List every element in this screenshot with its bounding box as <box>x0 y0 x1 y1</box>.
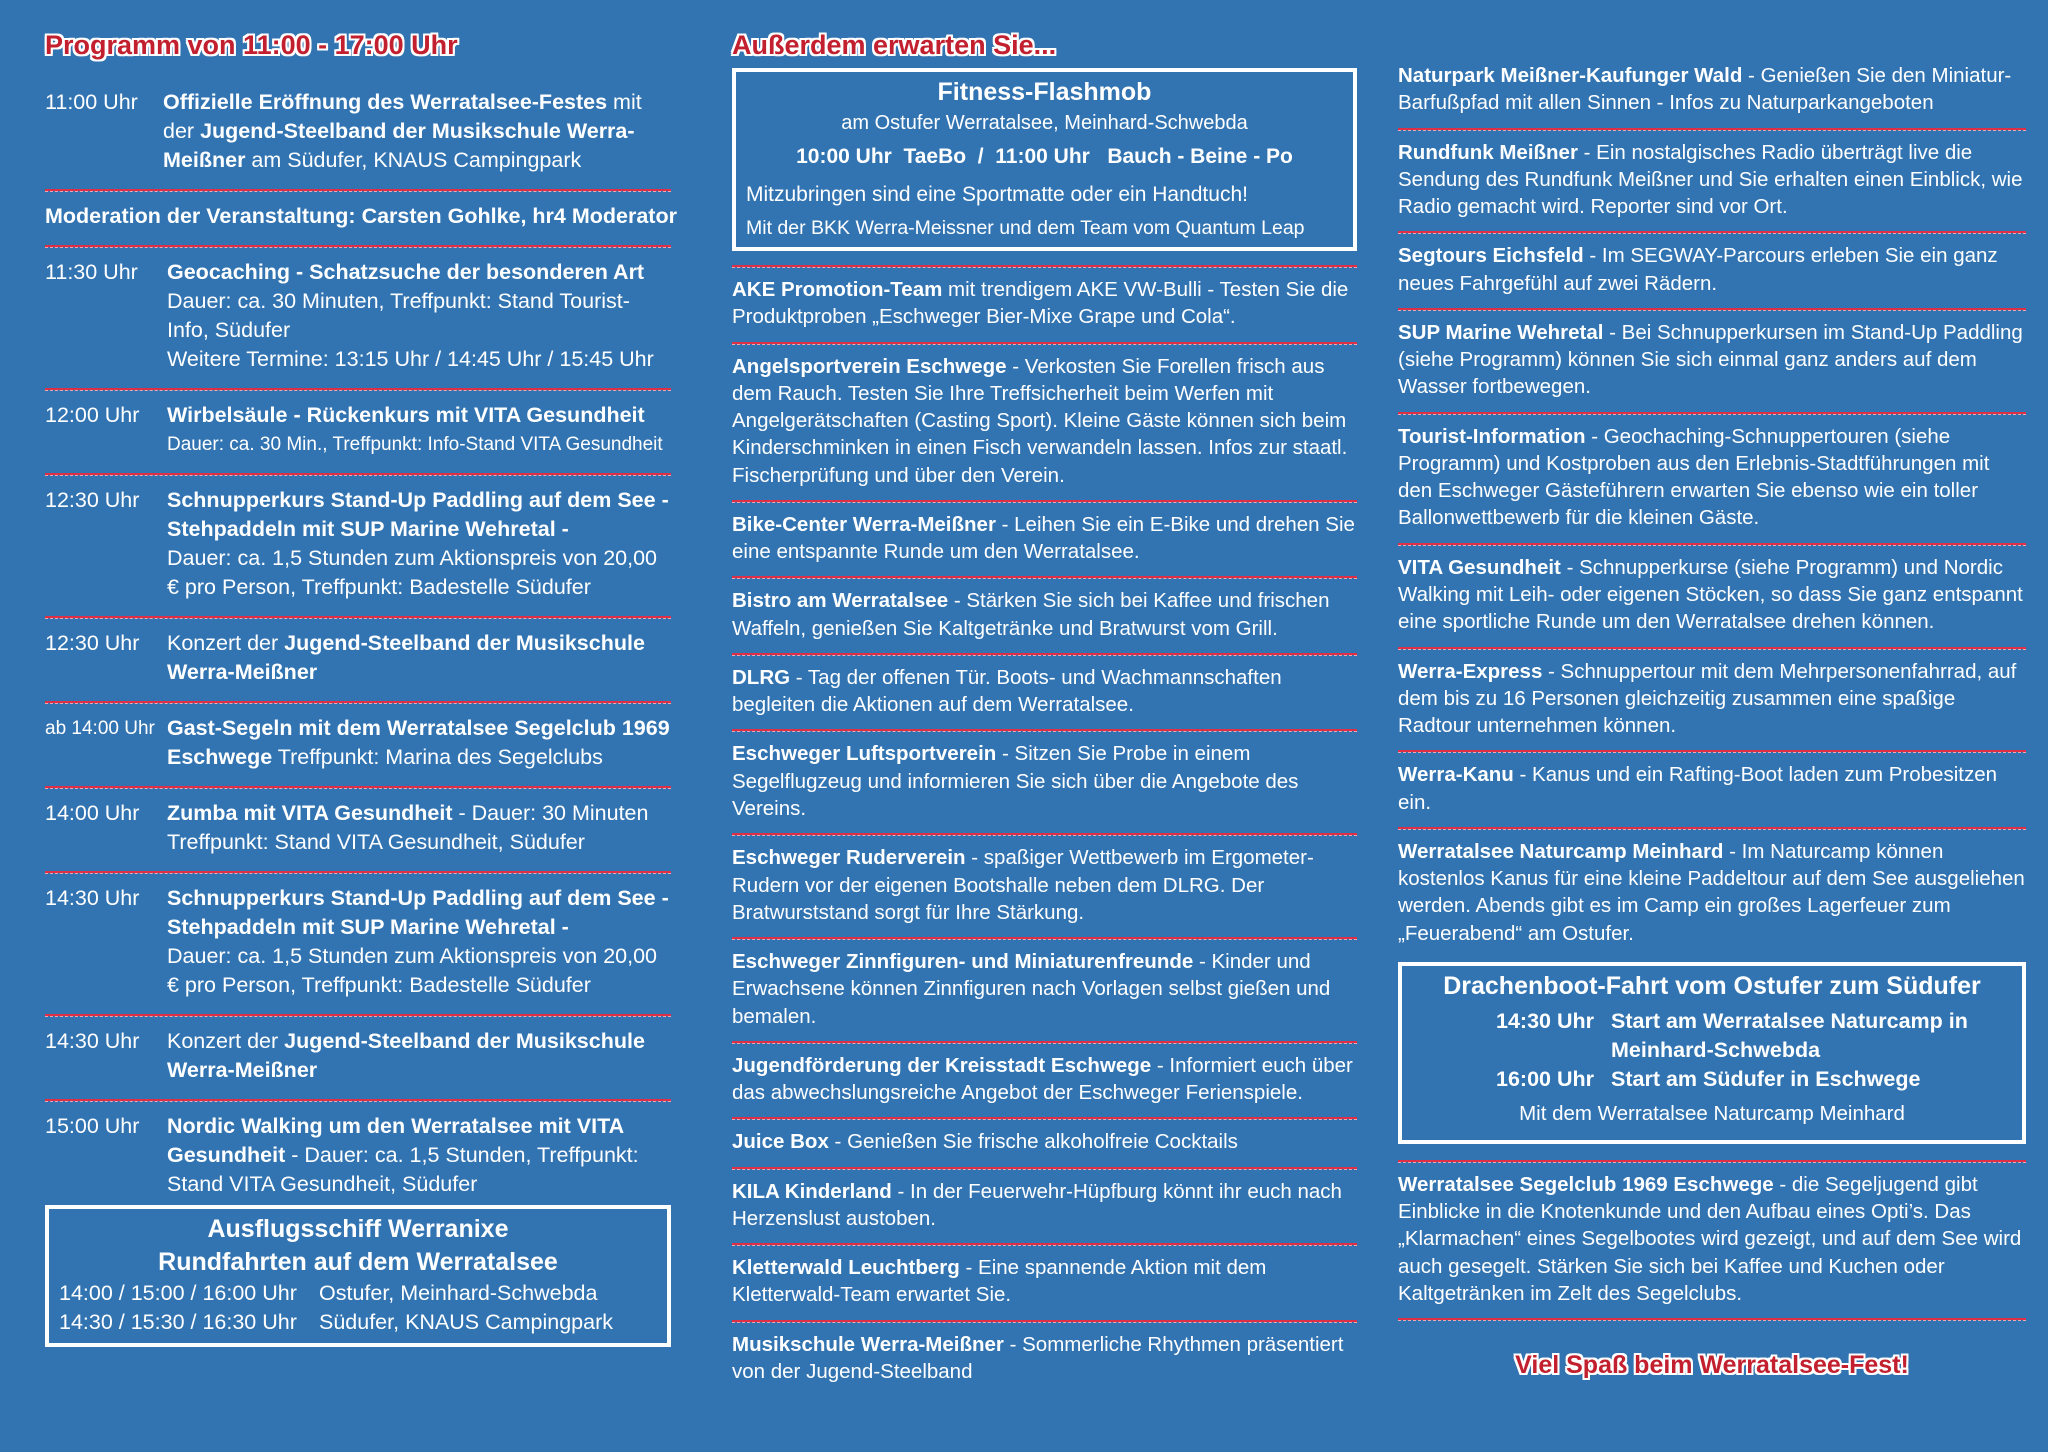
event-title: Gast-Segeln mit dem Werratalsee Segelclub 1969 Eschwege <box>167 716 670 769</box>
extras-column <box>732 0 1357 1396</box>
dragonboat-time: 14:30 Uhr <box>1496 1008 1594 1033</box>
extras-heading: Außerdem erwarten Sie... <box>732 30 1057 60</box>
entry-text: - Im Naturcamp können kostenlos Kanus für eine kleine Paddeltour auf dem See ausgeliehen werden. Abends gibt es im Camp ein großes Lagerfeuer zum „Feuerabend“ am Ostufer. <box>1398 839 2025 945</box>
entry-text: - Informiert euch über das abwechslungsreiche Angebot der Eschweger Ferienspiele. <box>732 1053 1353 1105</box>
event-text: Konzert der <box>167 631 285 655</box>
extras-entry <box>732 1044 1357 1118</box>
entry-title: AKE Promotion-Team <box>732 278 943 301</box>
program-heading: Programm von 11:00 - 17:00 Uhr <box>45 30 458 60</box>
extras-entry <box>732 1170 1357 1244</box>
entry-text: - Ein nostalgisches Radio überträgt live die Sendung des Rundfunk Meißner und Sie erhalten einen Einblick, wie Radio gemacht wird. Reporter sind vor Ort. <box>1398 140 2023 219</box>
entry-text: - Tag der offenen Tür. Boots- und Wachmannschaften begleiten die Aktionen auf dem Werratalsee. <box>732 665 1282 717</box>
entry-text: - Kanus und ein Rafting-Boot laden zum Probesitzen ein. <box>1398 763 1997 814</box>
extras-entry <box>1398 546 2026 647</box>
extras-entry <box>732 836 1357 937</box>
segelclub-entry <box>1398 1163 2026 1318</box>
entry-title: Werra-Express <box>1398 659 1543 683</box>
extras-column-right <box>1398 0 2026 1380</box>
entry-title: Eschweger Zinnfiguren- und Miniaturenfreunde <box>732 950 1194 974</box>
entry-title: Eschweger Ruderverein <box>732 846 966 870</box>
boat-tour-place: Südufer, KNAUS Campingpark <box>319 1310 613 1334</box>
flashmob-note: Mitzubringen sind eine Sportmatte oder ein Handtuch! <box>746 183 1248 206</box>
program-item-konzert-1 <box>45 619 671 701</box>
program-time: 12:30 Uhr <box>45 631 140 655</box>
flashmob-partner: Mit der BKK Werra-Meissner und dem Team vom Quantum Leap <box>746 217 1305 239</box>
extras-entry <box>732 1246 1357 1320</box>
entry-text: - Kinder und Erwachsene können Zinnfiguren nach Vorlagen selbst gießen und bemalen. <box>732 950 1331 1028</box>
program-time: 11:30 Uhr <box>45 260 138 284</box>
entry-title: Eschweger Luftsportverein <box>732 742 997 766</box>
extras-entry <box>732 345 1357 500</box>
entry-text: - spaßiger Wettbewerb im Ergometer-Rudern vor der eigenen Bootshalle neben dem DLRG. Der Bratwurststand sorgt für Ihre Stärkung. <box>732 846 1314 924</box>
entry-title: Angelsportverein Eschwege <box>732 354 1007 378</box>
entry-text: - Sommerliche Rhythmen präsentiert von der Jugend-Steelband <box>732 1332 1344 1383</box>
event-title: Jugend-Steelband der Musikschule Werra-Meißner <box>163 119 635 172</box>
entry-text: - Sitzen Sie Probe in einem Segelflugzeug und informieren Sie sich über die Angebote des Vereins. <box>732 742 1299 820</box>
entry-text: mit trendigem AKE VW-Bulli - Testen Sie die Produktproben „Eschweger Bier-Mixe Grape und Cola“. <box>732 278 1349 329</box>
extras-entry <box>732 656 1357 730</box>
program-time: ab 14:00 Uhr <box>45 718 155 739</box>
entry-title: Juice Box <box>732 1130 829 1154</box>
extras-list <box>732 268 1357 1396</box>
program-item-sup-1 <box>45 476 671 616</box>
boat-tour-times: 14:00 / 15:00 / 16:00 Uhr <box>59 1281 297 1305</box>
entry-title: Rundfunk Meißner <box>1398 140 1578 164</box>
program-time: 14:30 Uhr <box>45 1029 140 1053</box>
event-title: Zumba mit VITA Gesundheit <box>167 801 453 825</box>
extras-entry <box>1398 415 2026 543</box>
entry-text: - Geochaching-Schnuppertouren (siehe Programm) und Kostproben aus den Erlebnis-Stadtführungen mit den Eschweger Gästeführern erwarten Sie ebenso wie ein toller Ballonwettbewerb für die kleinen Gäste. <box>1398 424 1990 530</box>
program-time: 14:30 Uhr <box>45 886 140 910</box>
program-item-zumba <box>45 789 671 871</box>
boat-tour-place: Ostufer, Meinhard-Schwebda <box>319 1281 598 1305</box>
program-time: 11:00 Uhr <box>45 90 138 114</box>
entry-title: Werra-Kanu <box>1398 763 1514 787</box>
flashmob-times: 10:00 Uhr TaeBo / 11:00 Uhr Bauch - Beine - Po <box>796 145 1293 168</box>
event-text: am Südufer, KNAUS Campingpark <box>245 148 582 172</box>
entry-title: Werratalsee Naturcamp Meinhard <box>1398 839 1724 863</box>
event-text: Konzert der <box>167 1029 285 1053</box>
flashmob-box <box>732 68 1357 251</box>
program-column <box>45 0 677 1347</box>
program-item-nordic <box>45 1102 671 1205</box>
entry-title: Segtours Eichsfeld <box>1398 244 1584 268</box>
program-item-segeln <box>45 704 671 786</box>
program-time: 12:00 Uhr <box>45 403 140 427</box>
boat-tour-title: Ausflugsschiff Werranixe <box>207 1215 509 1243</box>
entry-text: - In der Feuerwehr-Hüpfburg könnt ihr euch nach Herzenslust austoben. <box>732 1179 1342 1230</box>
event-title: Offizielle Eröffnung des Werratalsee-Festes <box>163 90 608 114</box>
extras-entry <box>732 732 1357 833</box>
entry-text: - die Segeljugend gibt Einblicke in die Knotenkunde und den Aufbau eines Opti’s. Das „Klarmachen“ eines Segelbootes wird gezeigt, und auf dem See wird auch gesegelt. Stärken Sie sich bei Kaffee und Kuchen oder Kaltgetränken im Zelt des Segelclubs. <box>1398 1172 2022 1305</box>
entry-text: - Bei Schnupperkursen im Stand-Up Paddling (siehe Programm) können Sie sich einmal ganz anders auf dem Wasser fortbewegen. <box>1398 320 2023 399</box>
extras-entry <box>732 503 1357 577</box>
entry-title: Musikschule Werra-Meißner <box>732 1332 1004 1356</box>
extras-entry <box>732 268 1357 342</box>
entry-title: Tourist-Information <box>1398 424 1586 448</box>
extras-entry <box>1398 753 2026 827</box>
event-title: Wirbelsäule - Rückenkurs mit VITA Gesundheit <box>167 403 645 427</box>
program-item-opening <box>45 80 671 189</box>
entry-title: Naturpark Meißner-Kaufunger Wald <box>1398 64 1743 87</box>
event-title: Jugend-Steelband der Musikschule Werra-Meißner <box>167 1029 645 1082</box>
program-item-rueckenkurs <box>45 391 671 473</box>
entry-text: - Verkosten Sie Forellen frisch aus dem Rauch. Testen Sie Ihre Treffsicherheit beim Werfen mit Angelgerätschaften (Casting Sport). Kleine Gäste können sich beim Kinderschminken in einen Fisch verwandeln lassen. Infos zur staatl. Fischerprüfung und über den Verein. <box>732 354 1348 487</box>
boat-tour-times: 14:30 / 15:30 / 16:30 Uhr <box>59 1310 297 1334</box>
dragonboat-time: 16:00 Uhr <box>1496 1066 1594 1091</box>
event-text: Dauer: ca. 1,5 Stunden zum Aktionspreis von 20,00 € pro Person, Treffpunkt: Badestelle Südufer <box>167 944 658 997</box>
entry-title: KILA Kinderland <box>732 1179 892 1203</box>
boat-tour-row <box>59 1279 657 1308</box>
event-text: - Dauer: ca. 1,5 Stunden, Treffpunkt: Stand VITA Gesundheit, Südufer <box>167 1143 639 1196</box>
extras-list-right <box>1398 54 2026 958</box>
event-title: Nordic Walking um den Werratalsee mit VITA Gesundheit <box>167 1114 624 1167</box>
flashmob-place: am Ostufer Werratalsee, Meinhard-Schwebda <box>841 112 1248 134</box>
event-text: mit der <box>163 90 642 143</box>
event-title: Schnupperkurs Stand-Up Paddling auf dem See - Stehpaddeln mit SUP Marine Wehretal - <box>167 886 669 939</box>
closing-slogan: Viel Spaß beim Werratalsee-Fest! <box>1515 1351 1909 1380</box>
entry-text: - Im SEGWAY-Parcours erleben Sie ein ganz neues Fahrgefühl auf zwei Rädern. <box>1398 244 1998 295</box>
entry-title: Bistro am Werratalsee <box>732 589 949 613</box>
entry-text: - Eine spannende Aktion mit dem Kletterwald-Team erwartet Sie. <box>732 1256 1267 1307</box>
entry-text: - Leihen Sie ein E-Bike und drehen Sie eine entspannte Runde um den Werratalsee. <box>732 512 1355 564</box>
extras-entry <box>1398 234 2026 308</box>
entry-title: SUP Marine Wehretal <box>1398 320 1604 344</box>
event-more-dates: Weitere Termine: 13:15 Uhr / 14:45 Uhr / 15:45 Uhr <box>167 347 654 371</box>
entry-text: - Schnupperkurse (siehe Programm) und Nordic Walking mit Leih- oder eigenen Stöcken, so dass Sie ganz entspannt eine sportliche Runde um den Werratalsee drehen können. <box>1398 555 2023 634</box>
extras-entry <box>1398 830 2026 958</box>
program-time: 15:00 Uhr <box>45 1114 140 1138</box>
entry-text: - Genießen Sie den Miniatur-Barfußpfad mit allen Sinnen - Infos zu Naturparkangeboten <box>1398 64 2012 115</box>
entry-title: Werratalsee Segelclub 1969 Eschwege <box>1398 1172 1774 1196</box>
entry-text: - Stärken Sie sich bei Kaffee und frischen Waffeln, genießen Sie Kaltgetränke und Bratwurst vom Grill. <box>732 589 1330 640</box>
program-item-geocaching <box>45 248 671 388</box>
extras-entry <box>1398 131 2026 232</box>
entry-title: Bike-Center Werra-Meißner <box>732 512 996 536</box>
extras-entry <box>732 579 1357 653</box>
event-text: - Dauer: 30 Minuten Treffpunkt: Stand VITA Gesundheit, Südufer <box>167 801 649 854</box>
separator <box>1398 1318 2026 1321</box>
dragonboat-text: Start am Südufer in Eschwege <box>1611 1066 1921 1091</box>
boat-tour-subtitle: Rundfahrten auf dem Werratalsee <box>158 1248 558 1276</box>
extras-entry <box>1398 311 2026 412</box>
dragonboat-text: Start am Werratalsee Naturcamp in Meinhard-Schwebda <box>1611 1008 1968 1062</box>
event-text: Treffpunkt: Marina des Segelclubs <box>272 745 603 769</box>
event-text: Dauer: ca. 1,5 Stunden zum Aktionspreis von 20,00 € pro Person, Treffpunkt: Badestelle Südufer <box>167 546 658 599</box>
dragonboat-row <box>1412 1065 2012 1094</box>
program-time: 12:30 Uhr <box>45 488 140 512</box>
extras-entry <box>732 1323 1357 1397</box>
extras-entry <box>1398 54 2026 128</box>
dragonboat-partner: Mit dem Werratalsee Naturcamp Meinhard <box>1519 1101 1905 1125</box>
program-item-konzert-2 <box>45 1017 671 1099</box>
entry-title: VITA Gesundheit <box>1398 555 1561 579</box>
program-time: 14:00 Uhr <box>45 801 140 825</box>
dragonboat-row <box>1412 1007 2012 1065</box>
event-title: Jugend-Steelband der Musikschule Werra-Meißner <box>167 631 645 684</box>
extras-entry <box>732 1120 1357 1166</box>
entry-title: Jugendförderung der Kreisstadt Eschwege <box>732 1053 1152 1077</box>
dragonboat-box <box>1398 962 2026 1144</box>
event-text: Dauer: ca. 30 Minuten, Treffpunkt: Stand Tourist-Info, Südufer <box>167 289 630 342</box>
program-text <box>163 88 671 175</box>
extras-entry <box>1398 650 2026 751</box>
flashmob-title: Fitness-Flashmob <box>937 78 1152 106</box>
entry-text: - Genießen Sie frische alkoholfreie Cocktails <box>828 1130 1238 1154</box>
entry-title: Kletterwald Leuchtberg <box>732 1256 960 1280</box>
moderation-line: Moderation der Veranstaltung: Carsten Gohlke, hr4 Moderator <box>45 204 677 228</box>
entry-title: DLRG <box>732 665 791 689</box>
event-title: Geocaching - Schatzsuche der besonderen Art <box>167 260 645 284</box>
boat-tour-row <box>59 1308 657 1337</box>
program-item-sup-2 <box>45 874 671 1014</box>
entry-text: - Schnuppertour mit dem Mehrpersonenfahrrad, auf dem bis zu 16 Personen gleichzeitig zusammen eine spaßige Radtour unternehmen können. <box>1398 659 2017 738</box>
extras-entry <box>732 940 1357 1041</box>
event-text: Dauer: ca. 30 Min., Treffpunkt: Info-Stand VITA Gesundheit <box>167 434 663 455</box>
boat-tour-box <box>45 1205 671 1347</box>
dragonboat-title: Drachenboot-Fahrt vom Ostufer zum Südufer <box>1443 971 1981 1000</box>
event-title: Schnupperkurs Stand-Up Paddling auf dem See - Stehpaddeln mit SUP Marine Wehretal - <box>167 488 669 541</box>
